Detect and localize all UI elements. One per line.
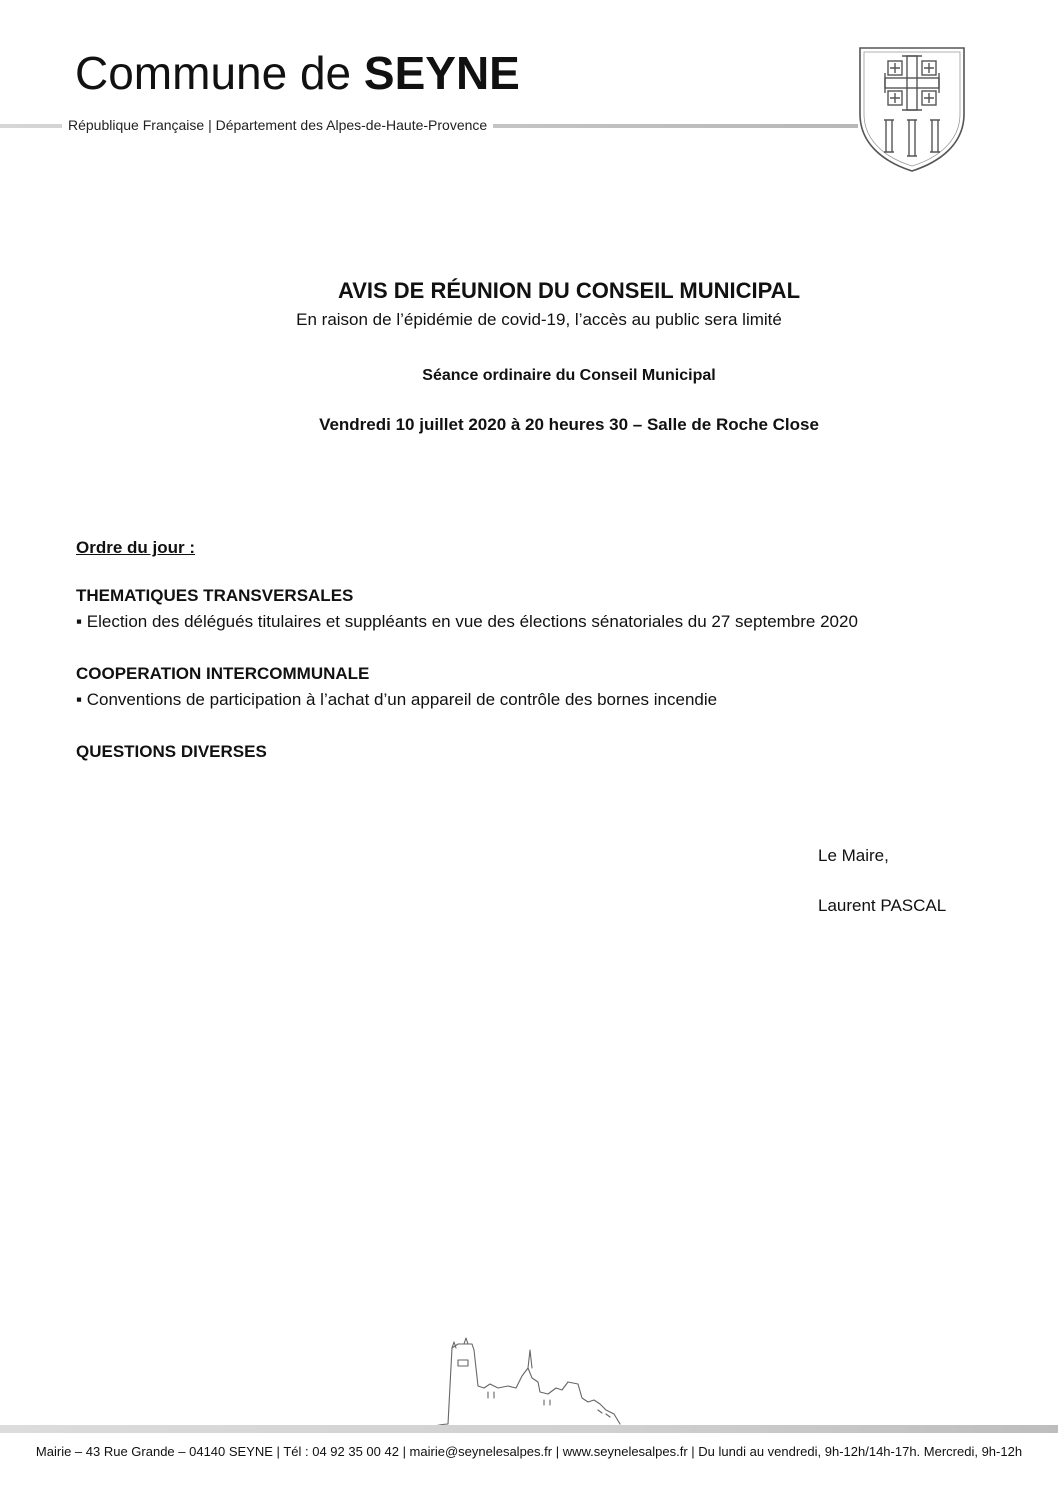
agenda-section-title: COOPERATION INTERCOMMUNALE	[76, 664, 370, 683]
header-subtitle: République Française | Département des Alpes-de-Haute-Provence	[62, 115, 493, 135]
agenda-label: Ordre du jour :	[76, 538, 195, 557]
commune-title	[75, 46, 520, 100]
footer-rule	[0, 1425, 1058, 1433]
footer-contact: Mairie – 43 Rue Grande – 04140 SEYNE | Tél : 04 92 35 00 42 | mairie@seynelesalpes.fr | www.seynelesalpes.fr | Du lundi au vendredi, 9h-12h/14h-17h. Mercredi, 9h-12h	[35, 1444, 1023, 1459]
signature-role: Le Maire,	[818, 846, 889, 865]
agenda-item: ▪ Conventions de participation à l’achat d’un appareil de contrôle des bornes incendie	[76, 690, 718, 709]
commune-title-prefix: Commune de	[75, 47, 364, 99]
session-datetime: Vendredi 10 juillet 2020 à 20 heures 30 – Salle de Roche Close	[319, 415, 819, 434]
notice-subtitle: En raison de l’épidémie de covid-19, l’accès au public sera limité	[296, 310, 782, 329]
village-skyline-icon	[428, 1330, 624, 1428]
coat-of-arms-icon	[856, 44, 968, 174]
agenda-section-title: THEMATIQUES TRANSVERSALES	[76, 586, 354, 605]
session-type: Séance ordinaire du Conseil Municipal	[422, 367, 716, 384]
agenda-section-title: QUESTIONS DIVERSES	[76, 742, 267, 761]
commune-name: SEYNE	[363, 47, 520, 99]
notice-title: AVIS DE RÉUNION DU CONSEIL MUNICIPAL	[337, 278, 801, 303]
signature-name: Laurent PASCAL	[818, 896, 947, 915]
agenda-item: ▪ Election des délégués titulaires et suppléants en vue des élections sénatoriales du 27 septembre 2020	[76, 612, 858, 631]
